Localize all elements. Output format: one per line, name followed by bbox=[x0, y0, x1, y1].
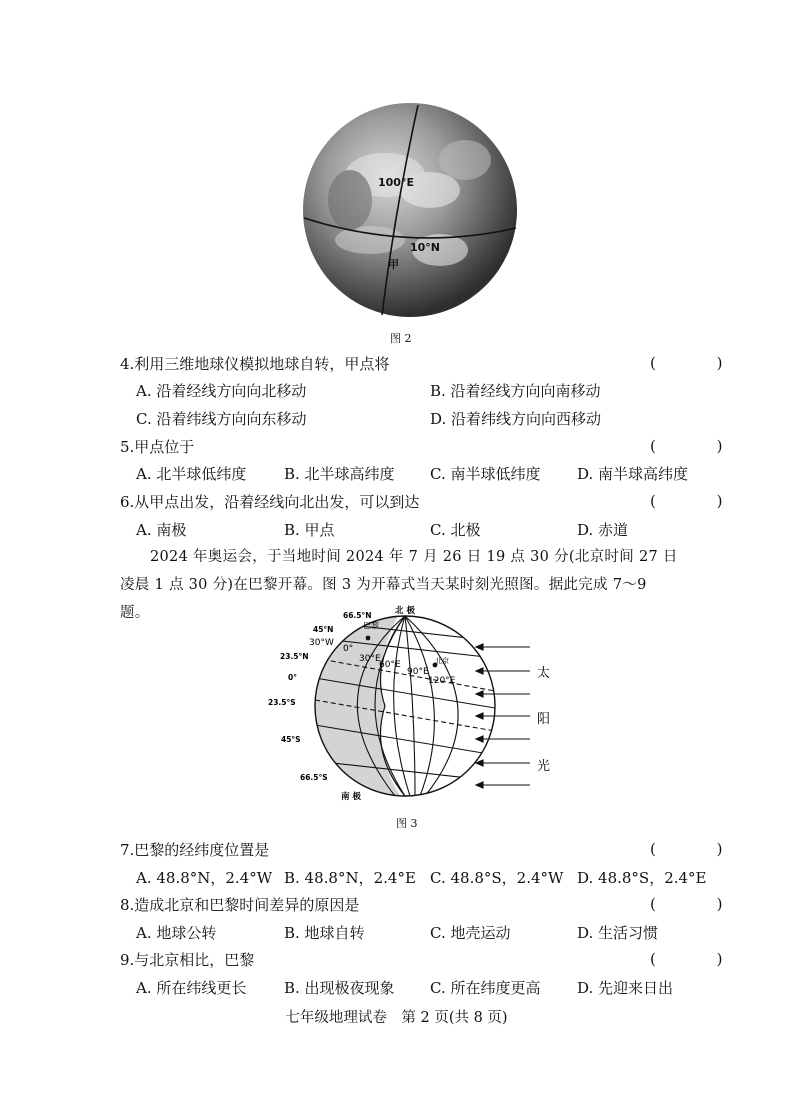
figure3-caption: 图 3 bbox=[396, 817, 418, 830]
question-7-stem: 7.巴黎的经纬度位置是 bbox=[120, 841, 270, 859]
question-4-stem: 4.利用三维地球仪模拟地球自转，甲点将 bbox=[120, 355, 390, 373]
question-6-option-a[interactable]: A. 南极 bbox=[136, 521, 187, 539]
question-9-option-a[interactable]: A. 所在纬线更长 bbox=[136, 979, 247, 997]
lat-label-45n: 45°N bbox=[313, 625, 334, 634]
question-5-option-b[interactable]: B. 北半球高纬度 bbox=[284, 465, 395, 483]
figure3-illumination-diagram bbox=[268, 603, 575, 803]
beijing-label: 北京 bbox=[435, 657, 449, 665]
question-8-option-d[interactable]: D. 生活习惯 bbox=[577, 924, 659, 942]
question-7-answer-bracket[interactable]: ( ) bbox=[650, 840, 751, 858]
question-8-option-c[interactable]: C. 地壳运动 bbox=[430, 924, 511, 942]
sunlight-char-3: 光 bbox=[537, 759, 551, 774]
question-8-option-a[interactable]: A. 地球公转 bbox=[136, 924, 217, 942]
figure2-globe bbox=[290, 100, 530, 320]
lon-label-60e: 60°E bbox=[379, 660, 401, 670]
question-4-option-a[interactable]: A. 沿着经线方向向北移动 bbox=[136, 382, 307, 400]
lon-label-30e: 30°E bbox=[359, 654, 381, 664]
lat-label-66s: 66.5°S bbox=[300, 773, 328, 782]
meridian-label: 100°E bbox=[378, 176, 414, 189]
question-9-option-b[interactable]: B. 出现极夜现象 bbox=[284, 979, 395, 997]
question-9-option-c[interactable]: C. 所在纬度更高 bbox=[430, 979, 541, 997]
north-pole-label: 北 极 bbox=[395, 606, 415, 616]
question-8-option-b[interactable]: B. 地球自转 bbox=[284, 924, 365, 942]
question-7-option-b[interactable]: B. 48.8°N，2.4°E bbox=[284, 869, 416, 887]
question-7-option-a[interactable]: A. 48.8°N，2.4°W bbox=[136, 869, 273, 887]
question-6-stem: 6.从甲点出发，沿着经线向北出发，可以到达 bbox=[120, 493, 420, 511]
question-6-option-c[interactable]: C. 北极 bbox=[430, 521, 481, 539]
question-4-option-b[interactable]: B. 沿着经线方向向南移动 bbox=[430, 382, 601, 400]
lat-label-equator: 0° bbox=[288, 673, 297, 682]
lat-label-23n: 23.5°N bbox=[280, 652, 309, 661]
question-5-stem: 5.甲点位于 bbox=[120, 438, 195, 456]
parallel-label: 10°N bbox=[410, 241, 441, 254]
question-9-answer-bracket[interactable]: ( ) bbox=[650, 950, 751, 968]
sunlight-char-2: 阳 bbox=[537, 712, 551, 727]
question-6-option-b[interactable]: B. 甲点 bbox=[284, 521, 335, 539]
question-5-option-c[interactable]: C. 南半球低纬度 bbox=[430, 465, 541, 483]
lon-label-30w: 30°W bbox=[309, 638, 334, 648]
reading-passage: 2024 年奥运会，于当地时间 2024 年 7 月 26 日 19 点 30 分(北京时间 27 日凌晨 1 点 30 分)在巴黎开幕。图 3 为开幕式当天某时刻光照图。据此完成 7～9 题。 bbox=[120, 549, 678, 621]
question-6-option-d[interactable]: D. 赤道 bbox=[577, 521, 629, 539]
question-6-answer-bracket[interactable]: ( ) bbox=[650, 492, 751, 510]
parallel-66n bbox=[315, 621, 495, 641]
question-5-option-d[interactable]: D. 南半球高纬度 bbox=[577, 465, 689, 483]
question-9-option-d[interactable]: D. 先迎来日出 bbox=[577, 979, 674, 997]
point-jia-label: 甲 bbox=[388, 258, 399, 271]
question-8-answer-bracket[interactable]: ( ) bbox=[650, 895, 751, 913]
question-4-option-c[interactable]: C. 沿着纬线方向向东移动 bbox=[136, 410, 307, 428]
paris-label: 巴黎 bbox=[363, 621, 379, 630]
lon-label-90e: 90°E bbox=[407, 667, 429, 677]
lon-label-0: 0° bbox=[343, 644, 354, 654]
page-footer: 七年级地理试卷 第 2 页(共 8 页) bbox=[285, 1010, 508, 1026]
meridian-60e bbox=[405, 616, 415, 796]
question-4-option-d[interactable]: D. 沿着纬线方向向西移动 bbox=[430, 410, 602, 428]
lon-label-120e: 120°E bbox=[428, 676, 456, 686]
sunlight-char-1: 太 bbox=[537, 666, 551, 681]
question-5-option-a[interactable]: A. 北半球低纬度 bbox=[136, 465, 247, 483]
question-8-stem: 8.造成北京和巴黎时间差异的原因是 bbox=[120, 896, 360, 914]
lat-label-45s: 45°S bbox=[281, 735, 301, 744]
question-9-stem: 9.与北京相比，巴黎 bbox=[120, 951, 255, 969]
figure2-caption: 图 2 bbox=[390, 332, 412, 345]
question-7-option-c[interactable]: C. 48.8°S，2.4°W bbox=[430, 869, 564, 887]
paris-dot bbox=[366, 636, 371, 641]
question-5-answer-bracket[interactable]: ( ) bbox=[650, 437, 751, 455]
lat-label-66n: 66.5°N bbox=[343, 611, 372, 620]
south-pole-label: 南 极 bbox=[341, 792, 361, 802]
question-4-answer-bracket[interactable]: ( ) bbox=[650, 354, 751, 372]
lat-label-23s: 23.5°S bbox=[268, 698, 296, 707]
question-7-option-d[interactable]: D. 48.8°S，2.4°E bbox=[577, 869, 707, 887]
